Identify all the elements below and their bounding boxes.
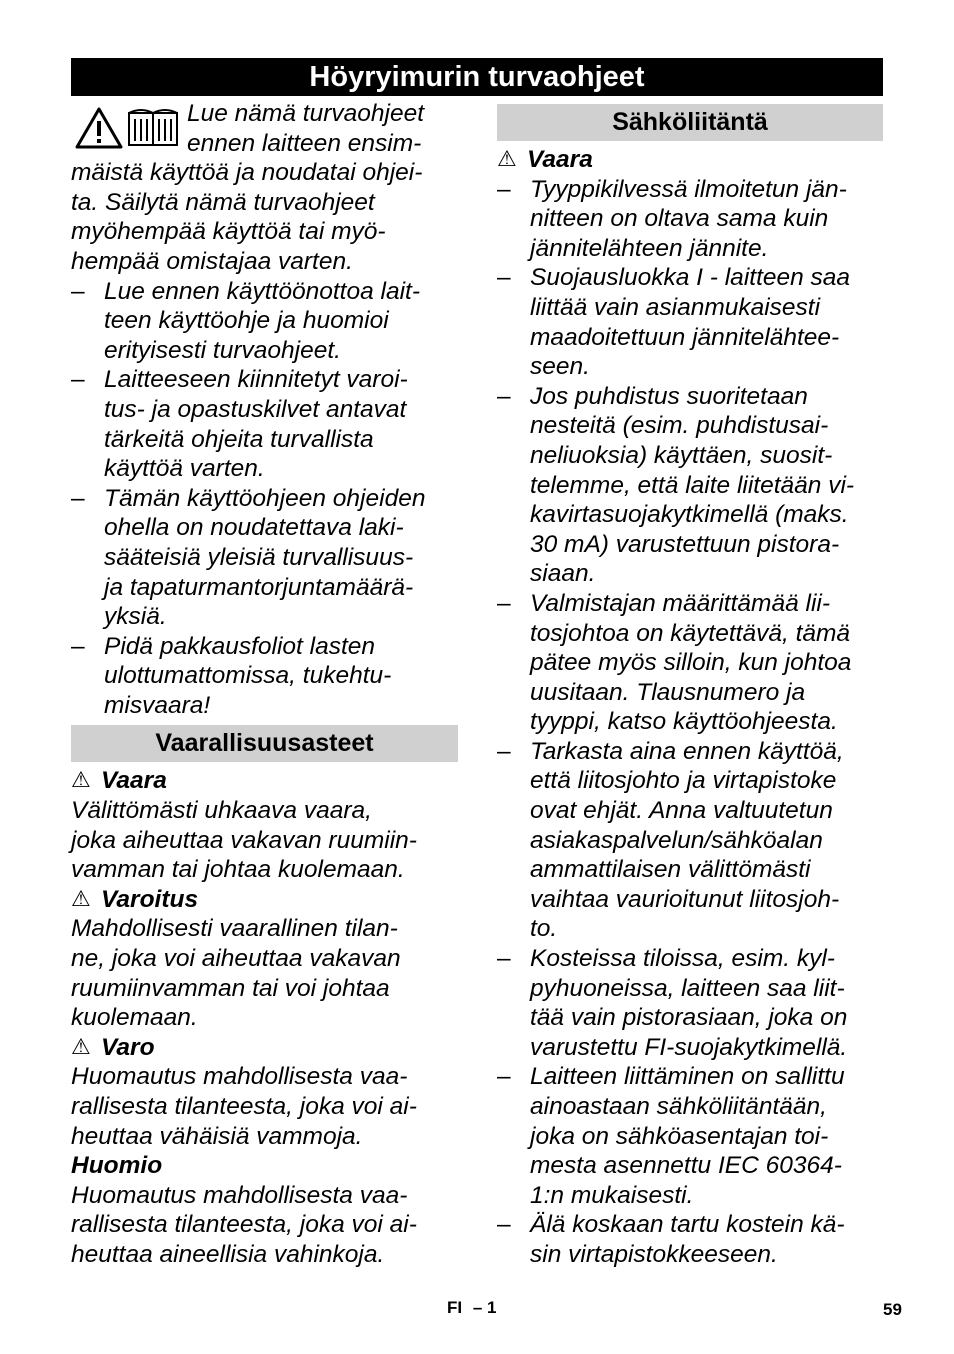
item-line: 30 mA) varustettuun pistora-: [530, 530, 840, 558]
list-item: [497, 175, 889, 264]
item-line: että liitosjohto ja virtapistoke: [530, 767, 837, 795]
note-level: [71, 1151, 461, 1269]
item-line: erityisesti turvaohjeet.: [104, 336, 341, 364]
list-item: [497, 589, 889, 737]
footer-language-marker: [447, 1298, 496, 1318]
hazard-label-text: Varoitus: [101, 885, 199, 913]
dash-bullet: –: [497, 589, 511, 617]
hazard-label: [71, 885, 461, 915]
item-line: Laitteeseen kiinnitetyt varoi-: [104, 366, 408, 394]
dash-bullet: –: [71, 632, 85, 660]
item-line: sääteisiä yleisiä turvallisuus-: [104, 543, 414, 571]
intro-line: Lue nämä turvaohjeet: [187, 100, 424, 127]
footer-lang-code: FI: [447, 1298, 463, 1317]
item-line: Tarkasta aina ennen käyttöä,: [530, 737, 844, 765]
footer-page-marker: – 1: [472, 1298, 497, 1317]
intro-line: ennen laitteen ensim-: [187, 129, 422, 157]
safety-list: [71, 277, 461, 721]
item-line: Tämän käyttöohjeen ohjeiden: [104, 484, 426, 512]
page-title: Höyryimurin turvaohjeet: [71, 58, 883, 96]
item-line: Tyyppikilvessä ilmoitetun jän-: [530, 175, 847, 203]
intro-line: myöhempää käyttöä tai myö-: [71, 218, 386, 246]
item-line: neliuoksia) käyttäen, suosit-: [530, 441, 833, 469]
item-line: uusitaan. Tlausnumero ja: [530, 678, 806, 706]
dash-bullet: –: [497, 737, 511, 765]
section-heading-hazard-levels: Vaarallisuusasteet: [71, 725, 458, 762]
right-column: [497, 104, 889, 1270]
list-item: [497, 263, 889, 381]
note-line: Huomautus mahdollisesta vaa-: [71, 1181, 408, 1209]
item-line: tyyppi, katso käyttöohjeesta.: [530, 708, 838, 736]
list-item: [71, 632, 461, 721]
item-line: Lue ennen käyttöönottoa lait-: [104, 277, 421, 305]
hazard-line: vamman tai johtaa kuolemaan.: [71, 856, 405, 884]
hazard-line: kuolemaan.: [71, 1004, 198, 1032]
hazard-level: [71, 1033, 461, 1151]
item-line: ainoastaan sähköliitäntään,: [530, 1093, 827, 1120]
electrical-list: [497, 175, 889, 1270]
hazard-line: Välittömästi uhkaava vaara,: [71, 797, 372, 825]
hazard-label-text: Varo: [101, 1033, 155, 1061]
item-line: tus- ja opastuskilvet antavat: [104, 395, 407, 423]
item-line: asiakaspalvelun/sähköalan: [530, 826, 823, 854]
hazard-line: rallisesta tilanteesta, joka voi ai-: [71, 1093, 417, 1120]
item-line: Kosteissa tiloissa, esim. kyl-: [530, 945, 835, 973]
item-line: tosjohtoa on käytettävä, tämä: [530, 619, 851, 647]
item-line: telemme, että laite liitetään vi-: [530, 471, 855, 499]
dash-bullet: –: [497, 175, 511, 203]
item-line: seen.: [530, 353, 590, 381]
hazard-line: Huomautus mahdollisesta vaa-: [71, 1063, 408, 1091]
hazard-line: joka aiheuttaa vakavan ruumiin-: [71, 826, 417, 854]
dash-bullet: –: [497, 382, 511, 410]
warning-label: [497, 145, 889, 175]
item-line: Jos puhdistus suoritetaan: [530, 382, 808, 410]
note-label: Huomio: [71, 1152, 163, 1180]
item-line: nesteitä (esim. puhdistusai-: [530, 412, 829, 440]
hazard-level: [71, 766, 461, 884]
intro-line: mäistä käyttöä ja noudatai ohjei-: [71, 159, 423, 187]
item-line: Laitteen liittäminen on sallittu: [530, 1063, 845, 1091]
item-line: joka on sähköasentajan toi-: [530, 1122, 829, 1150]
item-line: siaan.: [530, 560, 596, 588]
item-line: pyhuoneissa, laitteen saa liit-: [530, 974, 845, 1002]
dash-bullet: –: [71, 366, 85, 394]
note-line: heuttaa aineellisia vahinkoja.: [71, 1240, 385, 1268]
hazard-label-text: Vaara: [101, 767, 167, 795]
hazard-line: heuttaa vähäisiä vammoja.: [71, 1122, 363, 1150]
page-number: 59: [883, 1300, 902, 1319]
warning-triangle-icon: ⚠: [497, 147, 517, 172]
list-item: [71, 277, 461, 366]
item-line: Suojausluokka I - laitteen saa: [530, 264, 851, 292]
dash-bullet: –: [497, 1063, 511, 1091]
list-item: [497, 737, 889, 944]
manual-book-icon: [129, 110, 177, 145]
item-line: nitteen on oltava sama kuin: [530, 205, 829, 233]
list-item: [497, 1062, 889, 1210]
item-line: Pidä pakkausfoliot lasten: [104, 632, 376, 660]
item-line: käyttöä varten.: [104, 455, 265, 483]
list-item: [497, 1210, 889, 1269]
item-line: misvaara!: [104, 691, 211, 719]
warning-triangle-icon: ⚠: [71, 768, 91, 794]
item-line: kavirtasuojakytkimellä (maks.: [530, 501, 849, 529]
dash-bullet: –: [497, 1211, 511, 1239]
warning-triangle-icon: ⚠: [71, 886, 91, 912]
list-item: [497, 944, 889, 1062]
dash-bullet: –: [497, 945, 511, 973]
list-item: [71, 365, 461, 483]
item-line: yksiä.: [104, 603, 167, 631]
item-line: jännitelähteen jännite.: [530, 234, 769, 262]
intro-line: ta. Säilytä nämä turvaohjeet: [71, 188, 375, 216]
dash-bullet: –: [497, 264, 511, 292]
item-line: Valmistajan määrittämää lii-: [530, 589, 830, 617]
item-line: varustettu FI-suojakytkimellä.: [530, 1033, 848, 1061]
dash-bullet: –: [71, 277, 85, 305]
section-heading-electrical: Sähköliitäntä: [497, 104, 883, 141]
warning-triangle-icon: [77, 109, 121, 147]
hazard-line: ne, joka voi aiheuttaa vakavan: [71, 945, 401, 973]
item-line: pätee myös silloin, kun johtoa: [530, 649, 852, 677]
left-column: [71, 99, 461, 1270]
item-line: sin virtapistokkeeseen.: [530, 1240, 778, 1268]
hazard-label: [71, 1033, 461, 1063]
item-line: ja tapaturmantorjuntamäärä-: [104, 573, 414, 601]
intro-block: [71, 99, 461, 277]
item-line: tärkeitä ohjeita turvallista: [104, 425, 374, 453]
hazard-label: [71, 766, 461, 796]
list-item: [71, 484, 461, 632]
item-line: liittää vain asianmukaisesti: [530, 293, 821, 321]
item-line: maadoitettuun jännitelähtee-: [530, 323, 840, 351]
item-line: teen käyttöohje ja huomioi: [104, 307, 389, 335]
note-line: rallisesta tilanteesta, joka voi ai-: [71, 1211, 417, 1239]
hazard-level: [71, 885, 461, 1033]
list-item: [497, 382, 889, 589]
intro-icons: [75, 107, 181, 151]
item-line: ohella on noudatettava laki-: [104, 514, 404, 542]
warning-label-text: Vaara: [527, 146, 593, 173]
dash-bullet: –: [71, 484, 85, 512]
item-line: ammattilaisen välittömästi: [530, 856, 811, 884]
hazard-line: ruumiinvamman tai voi johtaa: [71, 974, 390, 1002]
intro-line: hempää omistajaa varten.: [71, 247, 353, 275]
item-line: tää vain pistorasiaan, joka on: [530, 1004, 848, 1032]
item-line: 1:n mukaisesti.: [530, 1181, 694, 1209]
item-line: ulottumattomissa, tukehtu-: [104, 662, 392, 690]
item-line: ovat ehjät. Anna valtuutetun: [530, 797, 833, 825]
item-line: mesta asennettu IEC 60364-: [530, 1152, 842, 1180]
item-line: to.: [530, 915, 558, 943]
item-line: vaihtaa vaurioitunut liitosjoh-: [530, 885, 840, 913]
item-line: Älä koskaan tartu kostein kä-: [530, 1211, 845, 1239]
hazard-line: Mahdollisesti vaarallinen tilan-: [71, 915, 398, 943]
warning-triangle-icon: ⚠: [71, 1034, 91, 1060]
